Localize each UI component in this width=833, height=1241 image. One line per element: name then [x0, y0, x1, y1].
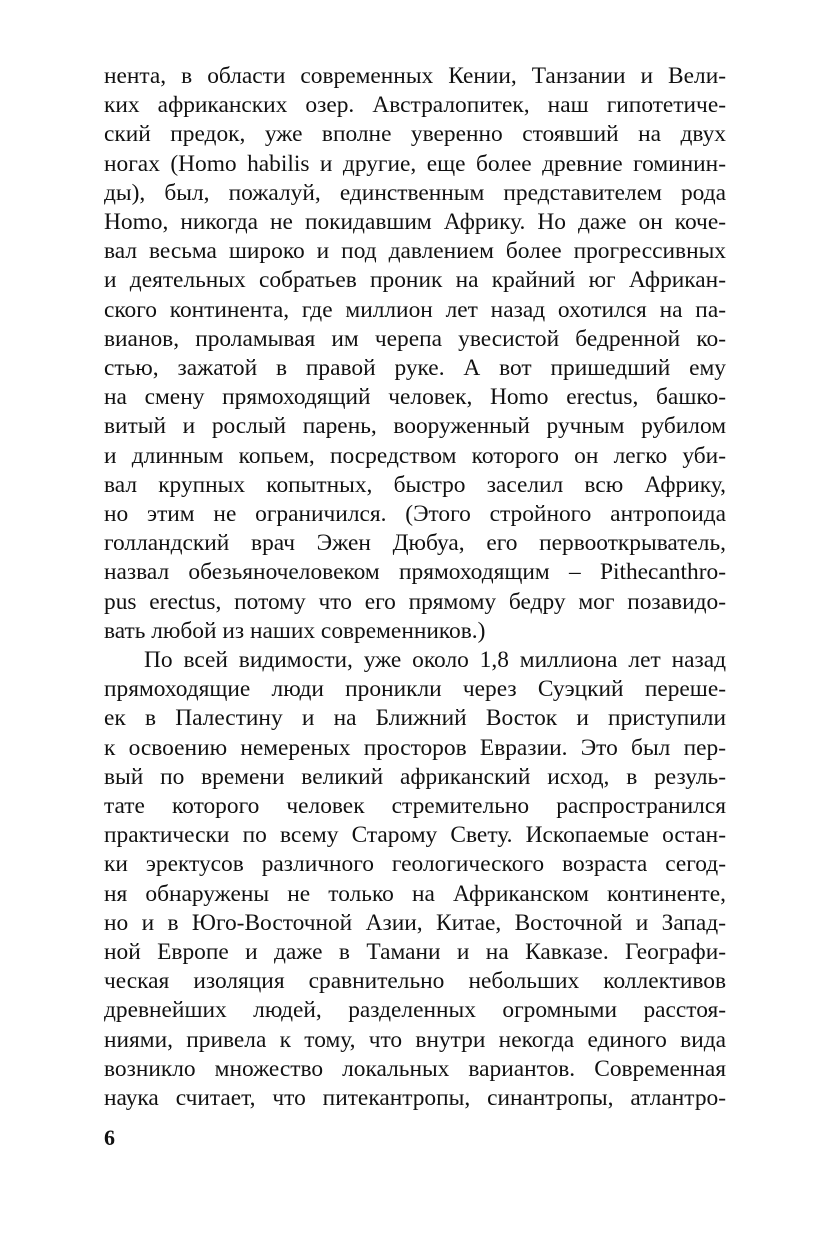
text-line: к освоению немереных просторов Евразии. Это был пер- [104, 734, 726, 761]
text-line: витый и рослый парень, вооруженный ручным рубилом [104, 413, 726, 440]
text-line: ной Европе и даже в Тамани и на Кавказе. Географи- [104, 939, 726, 965]
page-body [104, 62, 726, 1162]
text-line: Homo, никогда не покидавшим Африку. Но даже он коче- [104, 209, 726, 235]
paragraph-first-line: По всей видимости, уже около 1,8 миллиона лет назад [144, 647, 726, 673]
text-line: вал крупных копытных, быстро заселил всю Африку, [104, 471, 726, 498]
text-line: нента, в области современных Кении, Танзании и Вели- [104, 63, 726, 89]
text-line: ческая изоляция сравнительно небольших коллективов [104, 968, 726, 995]
text-line: ского континента, где миллион лет назад охотился на па- [104, 296, 726, 323]
text-line: тате которого человек стремительно распространился [104, 793, 726, 819]
text-line: pus erectus, потому что его прямому бедру мог позавидо- [104, 588, 726, 615]
text-line: назвал обезьяночеловеком прямоходящим – Pithecanthro- [104, 559, 726, 586]
text-line: практически по всему Старому Свету. Ископаемые остан- [104, 822, 726, 849]
text-line: ногах (Homo habilis и другие, еще более древние гоминин- [104, 150, 726, 177]
text-line: ня обнаружены не только на Африканском континенте, [104, 880, 726, 907]
text-line: древнейших людей, разделенных огромными расстоя- [104, 997, 726, 1024]
text-line: на смену прямоходящий человек, Homo erectus, башко- [104, 384, 726, 411]
text-line: ки эректусов различного геологического возраста сегод- [104, 851, 726, 878]
text-line: наука считает, что питекантропы, синантропы, атлантро- [104, 1085, 726, 1111]
text-line: вать любой из наших современников.) [104, 617, 486, 644]
page-number: 6 [104, 1125, 115, 1150]
text-line: ский предок, уже вполне уверенно стоявший на двух [104, 121, 726, 148]
text-line: ек в Палестину и на Ближний Восток и приступили [104, 705, 726, 732]
text-line: стью, зажатой в правой руке. А вот пришедший ему [104, 355, 726, 381]
text-line: ких африканских озер. Австралопитек, наш гипотетиче- [104, 92, 726, 119]
text-line: вый по времени великий африканский исход, в резуль- [104, 763, 726, 790]
text-line: но этим не ограничился. (Этого стройного антропоида [104, 501, 726, 527]
text-line: и длинным копьем, посредством которого он легко уби- [104, 442, 726, 469]
text-line: но и в Юго-Восточной Азии, Китае, Восточной и Запад- [104, 909, 726, 936]
text-line: ды), был, пожалуй, единственным представителем рода [104, 179, 726, 206]
text-line: возникло множество локальных вариантов. Современная [104, 1055, 726, 1082]
text-line: и деятельных собратьев проник на крайний юг Африкан- [104, 267, 726, 294]
text-line: ниями, привела к тому, что внутри некогда единого вида [104, 1026, 726, 1053]
text-line: голландский врач Эжен Дюбуа, его первооткрыватель, [104, 530, 726, 557]
text-line: прямоходящие люди проникли через Суэцкий переше- [104, 676, 726, 703]
text-line: вал весьма широко и под давлением более прогрессивных [104, 238, 726, 265]
text-line: вианов, проламывая им черепа увесистой бедренной ко- [104, 325, 726, 352]
